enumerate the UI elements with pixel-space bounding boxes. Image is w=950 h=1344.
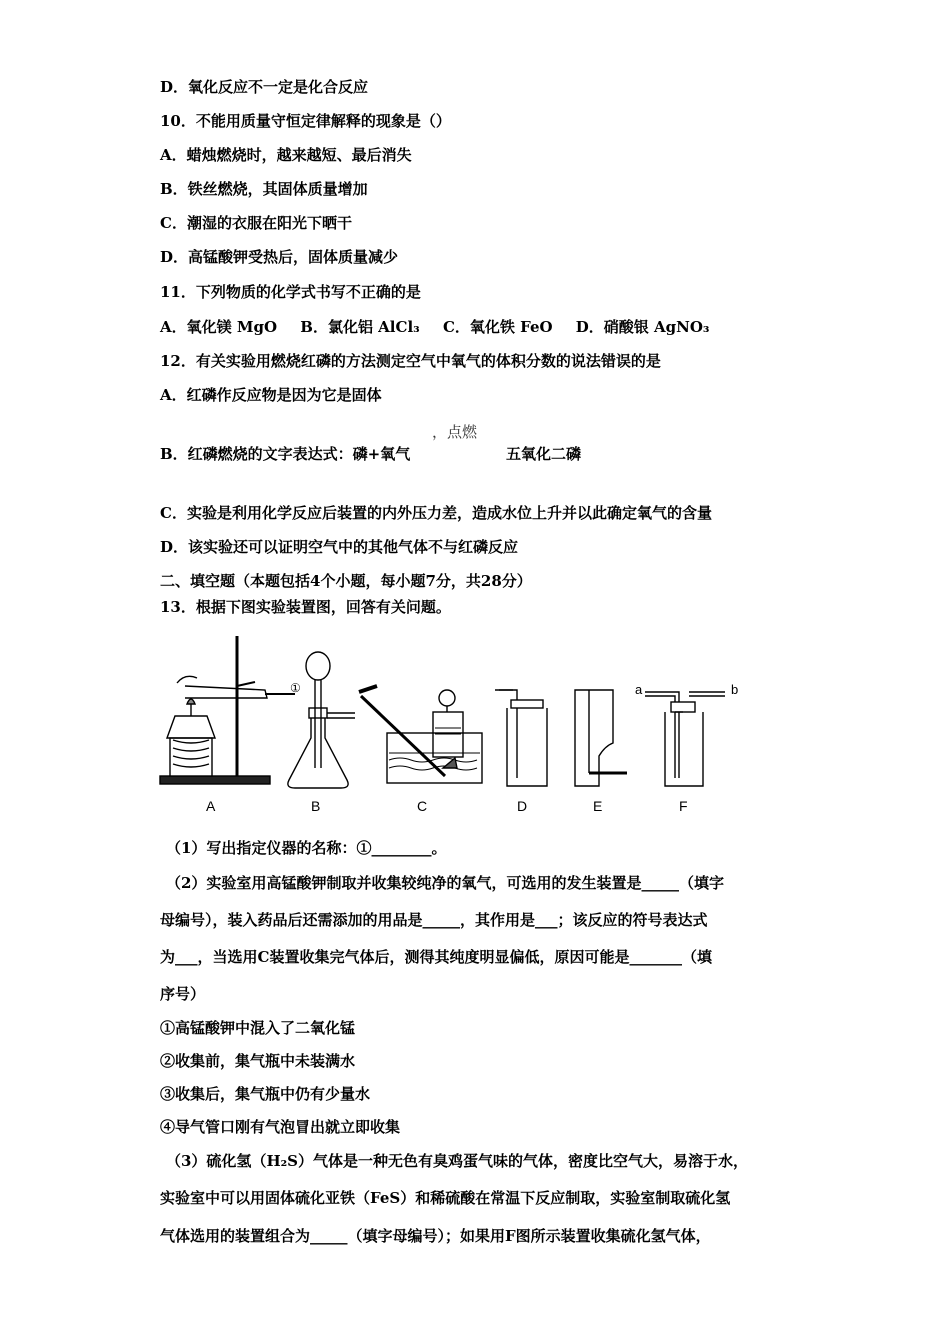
q11-option-c: C．氧化铁 FeO	[442, 318, 553, 336]
apparatus-d	[495, 690, 547, 786]
apparatus-f	[645, 692, 725, 786]
port-b-label: b	[731, 682, 739, 697]
question-10: 10．不能用质量守恒定律解释的现象是（）	[160, 112, 451, 130]
apparatus-b	[288, 652, 355, 788]
figure-label-f: F	[679, 798, 688, 814]
line-q9-option-d: D．氧化反应不一定是化合反应	[160, 78, 369, 96]
choice-4: ④导气管口刚有气泡冒出就立即收集	[160, 1118, 401, 1136]
choice-2: ②收集前，集气瓶中未装满水	[160, 1052, 356, 1070]
q12-option-b-right: 五氧化二磷	[506, 445, 582, 463]
choice-3: ③收集后，集气瓶中仍有少量水	[160, 1085, 371, 1103]
q13-part-3-line-2: 实验室中可以用固体硫化亚铁（FeS）和稀硫酸在常温下反应制取，实验室制取硫化氢	[160, 1189, 731, 1207]
q13-part-3-line-1: （3）硫化氢（H₂S）气体是一种无色有臭鸡蛋气味的气体，密度比空气大，易溶于水，	[166, 1152, 749, 1170]
q11-options	[160, 317, 728, 337]
choice-1: ①高锰酸钾中混入了二氧化锰	[160, 1019, 356, 1037]
q11-option-a: A．氧化镁 MgO	[160, 318, 278, 336]
figure-label-b: B	[311, 798, 321, 814]
section-2-heading: 二、填空题（本题包括4个小题，每小题7分，共28分）	[160, 572, 532, 590]
q10-option-b: B．铁丝燃烧，其固体质量增加	[160, 180, 368, 198]
question-13: 13．根据下图实验装置图，回答有关问题。	[160, 598, 451, 616]
q10-option-a: A．蜡烛燃烧时，越来越短、最后消失	[160, 146, 412, 164]
q11-option-d: D．硝酸银 AgNO₃	[575, 318, 710, 336]
marker-1: ①	[290, 681, 301, 695]
q13-part-3-line-3: 气体选用的装置组合为_____（填字母编号）；如果用F图所示装置收集硫化氢气体，	[160, 1227, 711, 1245]
q13-part-2-line-1: （2）实验室用高锰酸钾制取并收集较纯净的氧气，可选用的发生装置是_____（填字	[166, 874, 724, 892]
question-11: 11．下列物质的化学式书写不正确的是	[160, 283, 421, 301]
q13-part-2-line-4: 序号）	[160, 985, 206, 1003]
q11-option-b: B．氯化铝 AlCl₃	[300, 318, 420, 336]
q10-option-d: D．高锰酸钾受热后，固体质量减少	[160, 248, 399, 266]
q12-option-d: D．该实验还可以证明空气中的其他气体不与红磷反应	[160, 538, 519, 556]
figure-label-a: A	[206, 798, 216, 814]
port-a-label: a	[635, 682, 643, 697]
q13-part-2-line-2: 母编号），装入药品后还需添加的用品是_____，其作用是___；该反应的符号表达式	[160, 911, 708, 929]
apparatus-c	[359, 686, 482, 783]
question-12: 12．有关实验用燃烧红磷的方法测定空气中氧气的体积分数的说法错误的是	[160, 352, 661, 370]
apparatus-e	[575, 690, 627, 786]
reaction-condition: ，点燃	[432, 423, 478, 441]
q12-option-b-left: B．红磷燃烧的文字表达式：磷+氧气	[160, 445, 411, 463]
q12-option-a: A．红磷作反应物是因为它是固体	[160, 386, 382, 404]
figure-label-c: C	[417, 798, 428, 814]
q13-part-2-line-3: 为___，当选用C装置收集完气体后，测得其纯度明显偏低，原因可能是_______（填	[160, 948, 712, 966]
q10-option-c: C．潮湿的衣服在阳光下晒干	[160, 214, 352, 232]
figure-label-d: D	[517, 798, 528, 814]
apparatus-figure	[155, 628, 775, 822]
q12-option-c: C．实验是利用化学反应后装置的内外压力差，造成水位上升并以此确定氧气的含量	[160, 504, 712, 522]
q13-part-1: （1）写出指定仪器的名称：①________。	[166, 839, 447, 857]
apparatus-a	[160, 636, 295, 784]
figure-label-e: E	[593, 798, 603, 814]
